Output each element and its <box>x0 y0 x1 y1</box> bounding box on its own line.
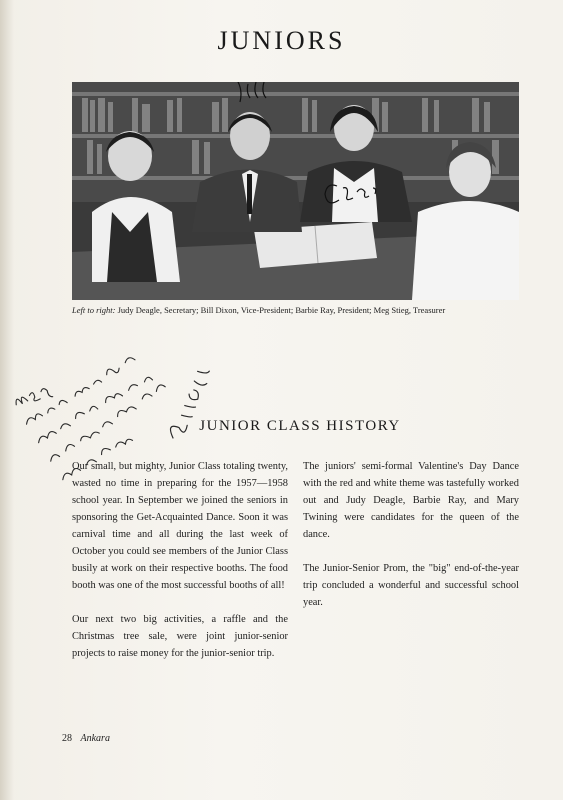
caption-lead: Left to right: <box>72 305 116 315</box>
page-footer <box>62 733 110 744</box>
history-paragraph: The Junior-Senior Prom, the "big" end-of-the-year trip concluded a wonderful and successful school year. <box>303 563 519 608</box>
history-paragraph: Our next two big activities, a raffle and the Christmas tree sale, were joint junior-senior projects to raise money for the junior-senior trip. <box>72 614 288 659</box>
page-title: JUNIORS <box>217 26 346 55</box>
page-number: 28 <box>62 733 72 744</box>
history-paragraph: The juniors' semi-formal Valentine's Day Dance with the red and white theme was tastefully worked out and Judy Deagle, Barbie Ray, and Mary Twining were candidates for the queen of the dance. <box>303 461 519 540</box>
history-paragraph: Our small, but mighty, Junior Class totaling twenty, wasted no time in preparing for the 1957—1958 school year. In September we joined the seniors in sponsoring the Get-Acquainted Dance. Soon it was carnival time and all during the last week of October you could see members of the Junior Class busily at work on their respective booths. The food booth was one of the most successful booths of all! <box>72 461 288 591</box>
history-column-left <box>72 458 288 679</box>
history-column-right <box>303 458 519 628</box>
caption-names: Judy Deagle, Secretary; Bill Dixon, Vice-President; Barbie Ray, President; Meg Stieg, Treasurer <box>117 305 446 315</box>
section-heading: JUNIOR CLASS HISTORY <box>199 418 401 434</box>
class-officers-photo <box>72 82 519 300</box>
photo-caption <box>72 305 519 315</box>
publication-name: Ankara <box>80 733 110 744</box>
